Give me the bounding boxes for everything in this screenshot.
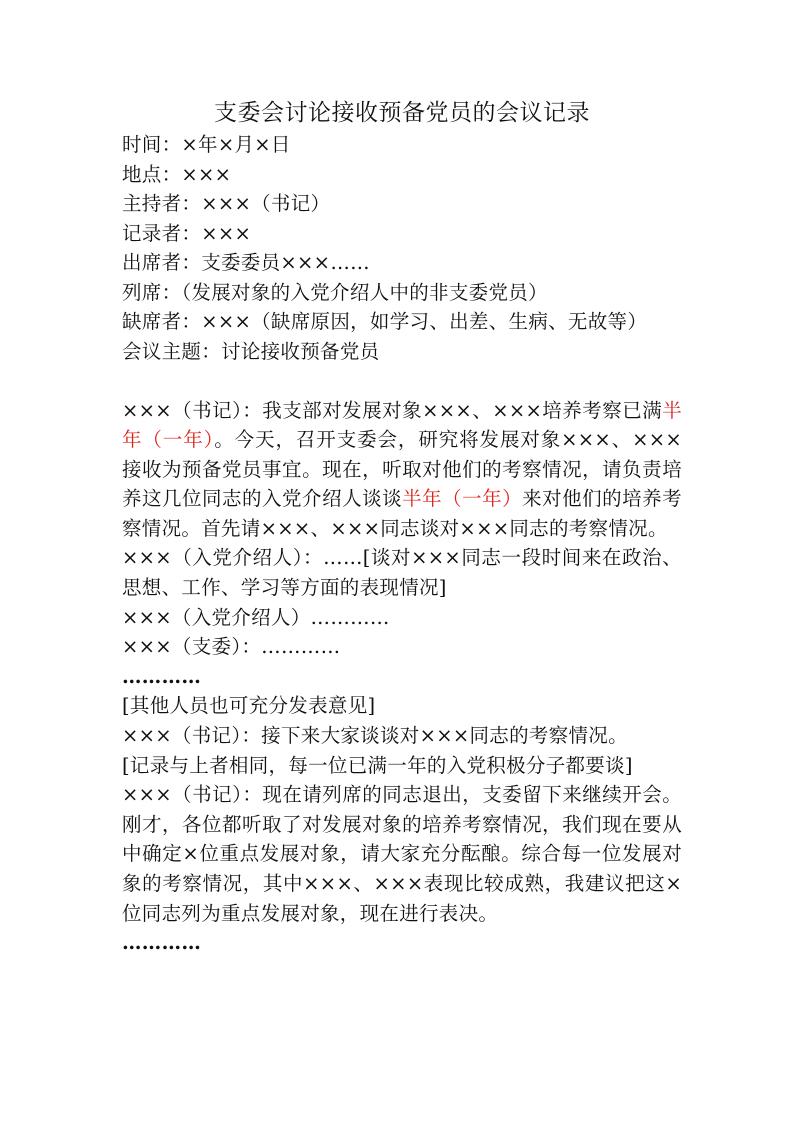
paragraph-text: 来对他们的培养考察情况。首先请×××、×××同志谈对×××同志的考察情况。	[122, 487, 682, 540]
meta-location	[122, 160, 682, 190]
meta-value: ×××	[181, 162, 232, 186]
document-page	[122, 96, 682, 958]
meta-label: 出席者：	[122, 251, 202, 274]
meta-value: ×××	[201, 221, 252, 245]
meta-time	[122, 130, 682, 160]
paragraph-secretary-next: ×××（书记）：接下来大家谈谈对×××同志的考察情况。	[122, 724, 628, 748]
highlight-term: 半年（一年）	[402, 487, 523, 511]
meta-label: 地点：	[122, 162, 182, 186]
paragraph-text: 。今天，召开支委会，研究将发展对象×××、×××接收为预备党员事宜。现在，听取对他们的考察情况，请负责培养这几位同志的入党介绍人谈谈	[122, 428, 682, 511]
blank-line	[122, 366, 682, 396]
paragraph-ellipsis: …………	[122, 664, 202, 688]
meta-value: ×××（书记）	[201, 192, 331, 215]
meta-absentees	[122, 307, 682, 337]
meta-value: （发展对象的入党介绍人中的非支委党员）	[181, 280, 548, 304]
paragraph-introducer-1: ×××（入党介绍人）：……[谈对×××同志一段时间来在政治、思想、工作、学习等方面的表现情况]	[122, 546, 682, 600]
document-title: 支委会讨论接收预备党员的会议记录	[214, 100, 590, 126]
meta-label: 时间：	[122, 133, 182, 156]
meta-host	[122, 189, 682, 219]
paragraph-text: ×××（书记）：我支部对发展对象×××、×××培养考察已满	[122, 398, 663, 422]
meta-observers	[122, 278, 682, 308]
meta-value: ×××（缺席原因，如学习、出差、生病、无故等）	[201, 310, 648, 333]
meta-label: 列席：	[122, 280, 182, 304]
highlight-term: 半年（一年）	[122, 398, 682, 452]
meta-label: 主持者：	[122, 192, 202, 215]
paragraph-note-others: [其他人员也可充分发表意见]	[122, 694, 376, 718]
meta-attendees	[122, 248, 682, 278]
paragraph-note-record: [记录与上者相同，每一位已满一年的入党积极分子都要谈]	[122, 753, 633, 777]
meta-value: 支委委员×××……	[201, 251, 370, 274]
meta-label: 缺席者：	[122, 310, 202, 333]
paragraph-committee-member: ×××（支委）：…………	[122, 635, 341, 659]
meta-label: 记录者：	[122, 221, 202, 245]
paragraph-ellipsis-end: …………	[122, 931, 202, 955]
meta-topic	[122, 337, 682, 367]
meta-label: 会议主题：	[122, 339, 222, 363]
paragraph-secretary-vote: ×××（书记）：现在请列席的同志退出，支委留下来继续开会。刚才，各位都听取了对发展对象的培养考察情况，我们现在要从中确定×位重点发展对象，请大家充分酝酿。综合每一位发展对象的考察情况，其中×××、×××表现比较成熟，我建议把这×位同志列为重点发展对象，现在进行表决。	[122, 783, 682, 925]
meta-value: ×年×月×日	[181, 133, 291, 156]
meta-recorder	[122, 219, 682, 249]
paragraph-secretary-opening	[122, 396, 682, 544]
meta-value: 讨论接收预备党员	[221, 339, 380, 363]
paragraph-introducer-2: ×××（入党介绍人）…………	[122, 605, 390, 629]
